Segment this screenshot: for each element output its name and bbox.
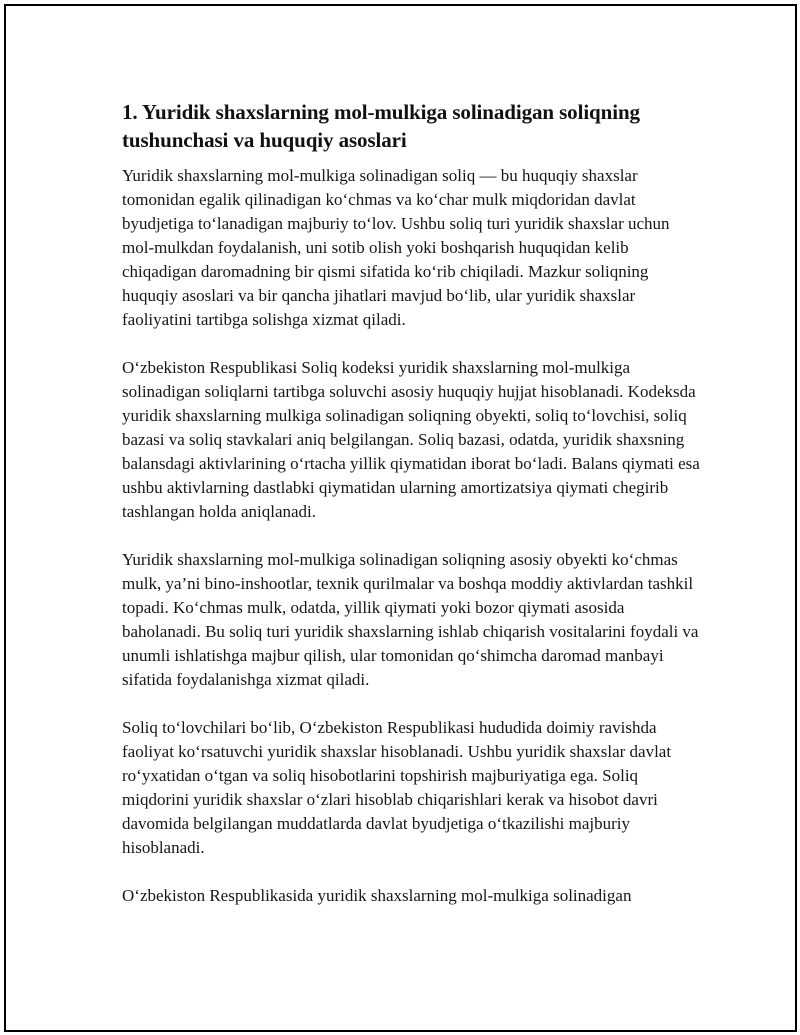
- paragraph-tax-object: Yuridik shaxslarning mol-mulkiga solinadigan soliqning asosiy obyekti koʻchmas mulk, ya’ni bino-inshootlar, texnik qurilmalar va boshqa moddiy aktivlardan tashkil topadi. Koʻchmas mulk, odatda, yillik qiymati yoki bozor qiymati asosida baholanadi. Bu soliq turi yuridik shaxslarning ishlab chiqarish vositalarini foydali va unumli ishlatishga majbur qilish, ular tomonidan qoʻshimcha daromad manbayi sifatida foydalanishga xizmat qiladi.: [122, 550, 699, 689]
- document-body: [122, 98, 702, 932]
- page-frame: [4, 4, 797, 1032]
- paragraph-tax-code: Oʻzbekiston Respublikasi Soliq kodeksi yuridik shaxslarning mol-mulkiga solinadigan soliqlarni tartibga soluvchi asosiy huquqiy hujjat hisoblanadi. Kodeksda yuridik shaxslarning mulkiga solinadigan soliqning obyekti, soliq toʻlovchisi, soliq bazasi va soliq stavkalari aniq belgilangan. Soliq bazasi, odatda, yuridik shaxsning balansdagi aktivlarining oʻrtacha yillik qiymatidan iborat boʻladi. Balans qiymati esa ushbu aktivlarning dastlabki qiymatidan ularning amortizatsiya qiymati chegirib tashlangan holda aniqlanadi.: [122, 358, 700, 521]
- section-heading: 1. Yuridik shaxslarning mol-mulkiga solinadigan soliqning tushunchasi va huquqiy asoslari: [122, 100, 640, 152]
- paragraph-continuation: Oʻzbekiston Respublikasida yuridik shaxslarning mol-mulkiga solinadigan: [122, 886, 632, 905]
- paragraph-definition: Yuridik shaxslarning mol-mulkiga solinadigan soliq — bu huquqiy shaxslar tomonidan egalik qilinadigan koʻchmas va koʻchar mulk miqdoridan davlat byudjetiga toʻlanadigan majburiy toʻlov. Ushbu soliq turi yuridik shaxslar uchun mol-mulkdan foydalanish, uni sotib olish yoki boshqarish huquqidan kelib chiqadigan daromadning bir qismi sifatida koʻrib chiqiladi. Mazkur soliqning huquqiy asoslari va bir qancha jihatlari mavjud boʻlib, ular yuridik shaxslar faoliyatini tartibga solishga xizmat qiladi.: [122, 166, 670, 329]
- paragraph-taxpayers: Soliq toʻlovchilari boʻlib, Oʻzbekiston Respublikasi hududida doimiy ravishda faoliyat koʻrsatuvchi yuridik shaxslar hisoblanadi. Ushbu yuridik shaxslar davlat roʻyxatidan oʻtgan va soliq hisobotlarini topshirish majburiyatiga ega. Soliq miqdorini yuridik shaxslar oʻzlari hisoblab chiqarishlari kerak va hisobot davri davomida belgilangan muddatlarda davlat byudjetiga oʻtkazilishi majburiy hisoblanadi.: [122, 718, 672, 857]
